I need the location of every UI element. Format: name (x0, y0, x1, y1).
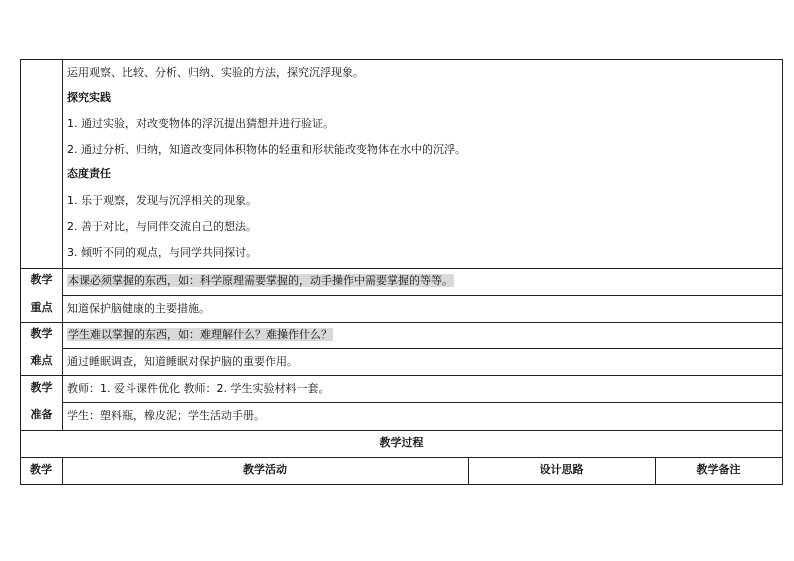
row-divider (20, 457, 783, 458)
practice-item: 1. 通过实验，对改变物体的浮沉提出猜想并进行验证。 (67, 117, 334, 130)
difficulties-hint: 学生难以掌握的东西，如：难理解什么？难操作什么？ (68, 328, 332, 341)
key-points-content: 知道保护脑健康的主要措施。 (67, 302, 210, 315)
difficulties-label-top: 教学 (30, 327, 53, 340)
process-column-header: 设计思路 (539, 463, 584, 476)
label-column-divider (62, 59, 63, 431)
key-points-label-top: 教学 (30, 273, 53, 286)
practice-item: 2. 通过分析、归纳，知道改变同体积物体的轻重和形状能改变物体在水中的沉浮。 (67, 143, 466, 156)
process-column-header: 教学 (30, 463, 52, 476)
preparation-student-line: 学生：塑料瓶，橡皮泥；学生活动手册。 (67, 409, 265, 422)
row-divider (62, 295, 783, 296)
row-divider (20, 322, 783, 323)
key-points-label-bottom: 重点 (30, 301, 53, 314)
method-line: 运用观察、比较、分析、归纳、实验的方法，探究沉浮现象。 (67, 66, 364, 79)
preparation-label-bottom: 准备 (30, 408, 53, 421)
table-right-border (782, 59, 783, 485)
row-divider (62, 348, 783, 349)
attitude-item: 2. 善于对比，与同伴交流自己的想法。 (67, 220, 257, 233)
attitude-heading: 态度责任 (67, 167, 111, 180)
process-column-header: 教学备注 (696, 463, 741, 476)
process-column-header: 教学活动 (243, 463, 287, 476)
attitude-item: 3. 倾听不同的观点，与同学共同探讨。 (67, 246, 257, 259)
row-divider (62, 402, 783, 403)
key-points-hint: 本课必须掌握的东西，如：科学原理需要掌握的，动手操作中需要掌握的等等。 (68, 274, 453, 287)
row-divider (20, 430, 783, 431)
process-title: 教学过程 (379, 436, 424, 449)
table-bottom-border (20, 484, 783, 485)
preparation-label-top: 教学 (30, 381, 53, 394)
attitude-item: 1. 乐于观察，发现与沉浮相关的现象。 (67, 194, 257, 207)
practice-heading: 探究实践 (67, 91, 111, 104)
preparation-teacher-line: 教师：1. 爱斗课件优化 教师：2. 学生实验材料一套。 (67, 382, 330, 395)
difficulties-content: 通过睡眠调查，知道睡眠对保护脑的重要作用。 (67, 355, 298, 368)
row-divider (20, 375, 783, 376)
difficulties-label-bottom: 难点 (30, 354, 53, 367)
row-divider (20, 268, 783, 269)
table-top-border (20, 59, 783, 60)
